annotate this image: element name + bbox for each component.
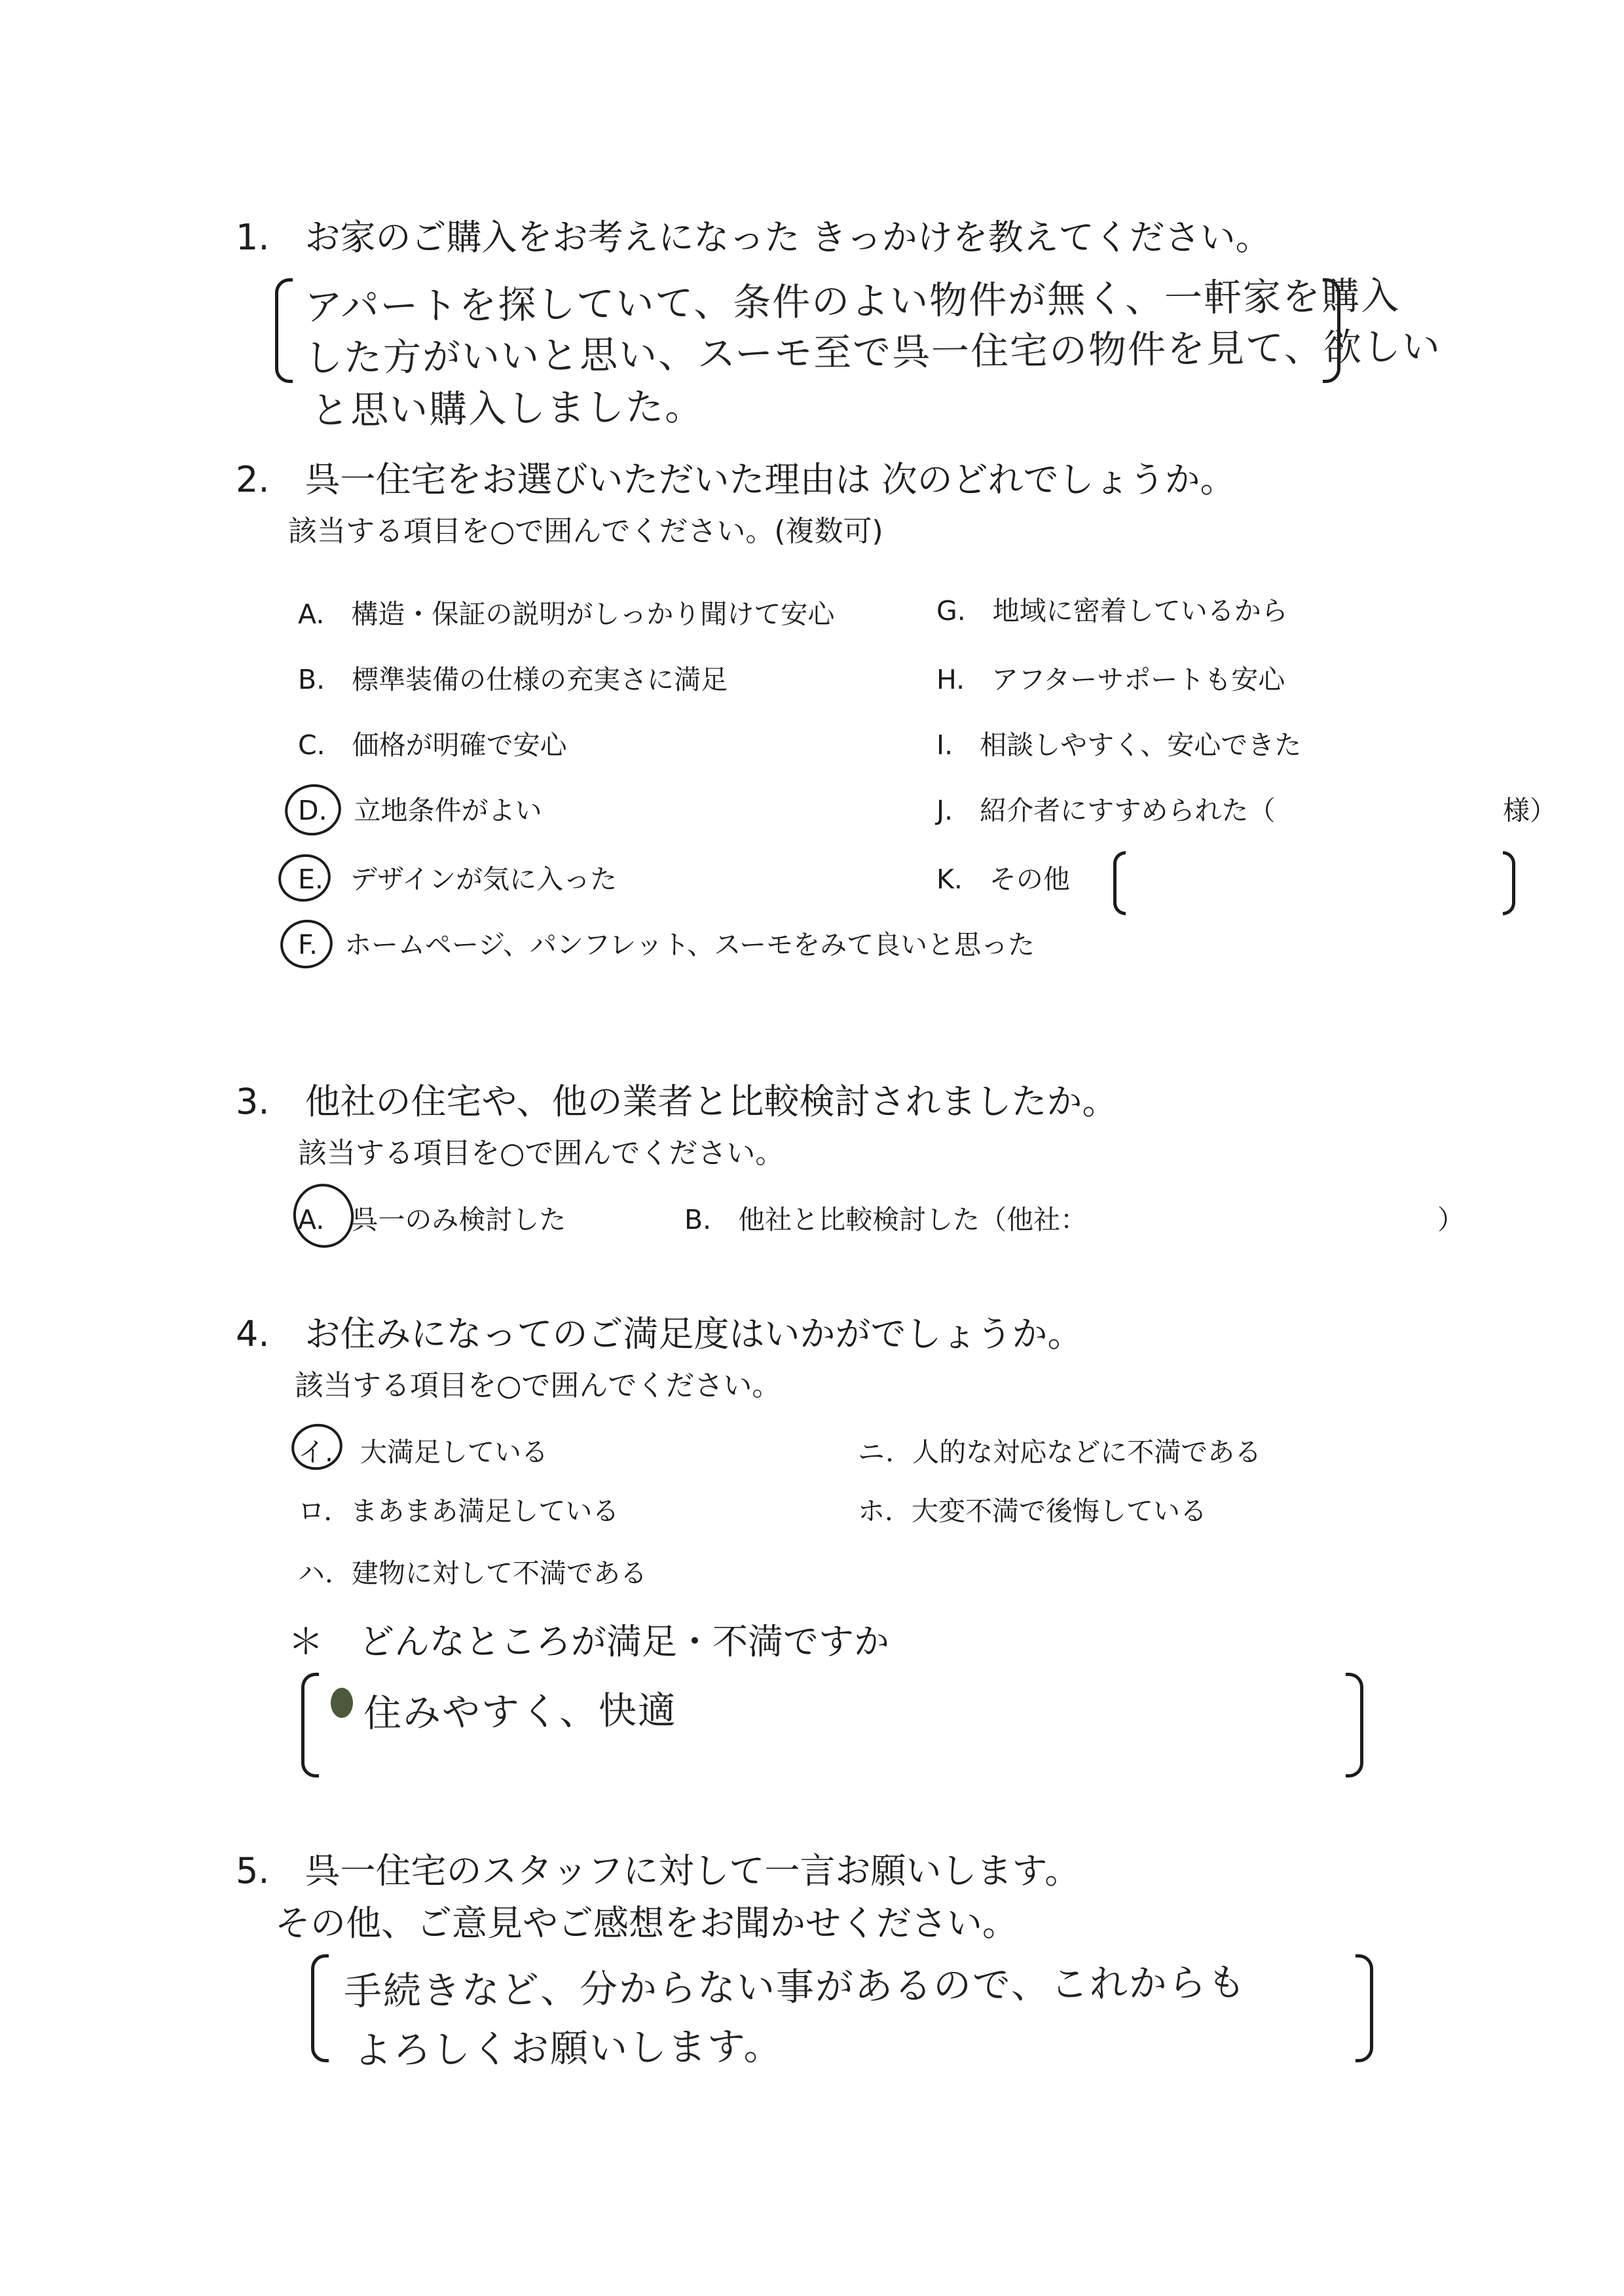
q4-marker-dot bbox=[331, 1688, 353, 1718]
q4-instruction: 該当する項目を○で囲んでください。 bbox=[295, 1369, 781, 1402]
q3-title: 3. 他社の住宅や、他の業者と比較検討されましたか。 bbox=[236, 1081, 1118, 1122]
q3-option-a-circle-mark bbox=[287, 1178, 360, 1254]
q2-option-h[interactable]: H. アフターサポートも安心 bbox=[936, 664, 1285, 695]
q4-bracket-right bbox=[1346, 1673, 1363, 1777]
q2-title: 2. 呉一住宅をお選びいただいた理由は 次のどれでしょうか。 bbox=[236, 459, 1236, 500]
q5-answer-line-1: 手続きなど、分からない事があるので、これからも bbox=[343, 1959, 1247, 2014]
q2-option-g[interactable]: G. 地域に密着しているから bbox=[936, 595, 1288, 627]
q2-option-f[interactable]: F. ホームページ、パンフレット、スーモをみて良いと思った bbox=[298, 929, 1035, 960]
q4-bracket-left bbox=[301, 1673, 319, 1777]
q1-bracket-left bbox=[275, 278, 293, 383]
q2-option-j-suffix: 様） bbox=[1503, 795, 1557, 826]
q5-title: 5. 呉一住宅のスタッフに対して一言お願いします。 bbox=[236, 1850, 1080, 1891]
q2-option-k-bracket-right bbox=[1503, 851, 1515, 915]
q4-option-ro[interactable]: ロ．まあまあ満足している bbox=[298, 1495, 619, 1527]
q2-option-d[interactable]: D. 立地条件がよい bbox=[298, 795, 542, 826]
q2-option-b[interactable]: B. 標準装備の仕様の充実さに満足 bbox=[298, 664, 728, 695]
q1-answer-line-3: と思い購入しました。 bbox=[310, 384, 705, 433]
q3-option-b-close: ） bbox=[1437, 1204, 1464, 1235]
q1-answer-line-2: した方がいいと思い、スーモ至で呉一住宅の物件を見て、欲しい bbox=[304, 323, 1442, 380]
q3-instruction: 該当する項目を○で囲んでください。 bbox=[298, 1137, 784, 1170]
q2-option-c[interactable]: C. 価格が明確で安心 bbox=[298, 729, 567, 761]
q2-option-e[interactable]: E. デザインが気に入った bbox=[298, 864, 618, 895]
q4-answer: 住みやすく、快適 bbox=[363, 1687, 678, 1736]
q4-option-ho[interactable]: ホ．大変不満で後悔している bbox=[858, 1495, 1207, 1527]
q4-followup: ＊ どんなところが満足・不満ですか bbox=[288, 1621, 889, 1662]
q5-bracket-right bbox=[1356, 1954, 1373, 2062]
q3-option-a[interactable]: A. 呉一のみ検討した bbox=[298, 1204, 566, 1235]
q2-option-k[interactable]: K. その他 bbox=[936, 864, 1070, 895]
q4-option-i[interactable]: イ. 大満足している bbox=[298, 1436, 549, 1468]
q4-option-ha[interactable]: ハ．建物に対して不満である bbox=[298, 1558, 647, 1589]
q5-bracket-left bbox=[311, 1954, 329, 2062]
q2-option-j[interactable]: J. 紹介者にすすめられた（ bbox=[936, 795, 1276, 826]
q5-subtitle: その他、ご意見やご感想をお聞かせください。 bbox=[275, 1903, 1018, 1944]
q4-title: 4. お住みになってのご満足度はいかがでしょうか。 bbox=[236, 1313, 1083, 1355]
q4-option-ni[interactable]: ニ．人的な対応などに不満である bbox=[858, 1436, 1262, 1468]
q1-title: 1. お家のご購入をお考えになった きっかけを教えてください。 bbox=[236, 217, 1271, 258]
q5-answer-line-2: よろしくお願いします。 bbox=[353, 2024, 783, 2073]
q1-answer-line-1: アパートを探していて、条件のよい物件が無く、一軒家を購入 bbox=[304, 273, 1401, 329]
q2-option-i[interactable]: I. 相談しやすく、安心できた bbox=[936, 729, 1302, 761]
q2-option-k-bracket-left bbox=[1113, 851, 1126, 915]
q2-option-a[interactable]: A. 構造・保証の説明がしっかり聞けて安心 bbox=[298, 598, 835, 630]
q2-instruction: 該当する項目を○で囲んでください。(複数可) bbox=[288, 515, 883, 548]
q3-option-b[interactable]: B. 他社と比較検討した（他社： bbox=[684, 1204, 1088, 1235]
